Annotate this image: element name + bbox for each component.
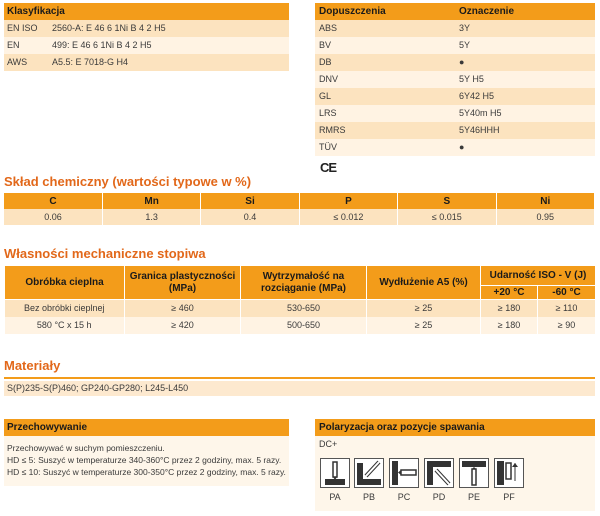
position-pd-icon xyxy=(424,458,454,488)
position-pe-icon xyxy=(459,458,489,488)
body-cell: LRS xyxy=(319,108,337,118)
sklad-title: Skład chemiczny (wartości typowe w %) xyxy=(4,174,252,189)
treatment-header: Obróbka cieplna xyxy=(5,266,125,300)
standard-cell: EN ISO xyxy=(7,23,38,33)
table-row xyxy=(315,139,595,156)
impact-minus60-cell: ≥ 90 xyxy=(538,317,596,334)
impact-plus20-cell: ≥ 180 xyxy=(481,317,538,334)
dopuszczenia-table xyxy=(315,3,595,156)
body-cell: ABS xyxy=(319,23,338,33)
body-cell: TÜV xyxy=(319,142,337,152)
dopuszczenia-header-label: Dopuszczenia xyxy=(319,6,386,17)
klasyfikacja-header: Klasyfikacja xyxy=(4,3,289,20)
table-row xyxy=(315,105,595,122)
position-pf-icon xyxy=(494,458,524,488)
value-cell: 2560-A: E 46 6 1Ni B 4 2 H5 xyxy=(52,23,166,33)
sklad-table xyxy=(4,193,595,225)
position-pc-icon xyxy=(389,458,419,488)
body-cell: BV xyxy=(319,40,332,50)
table-row xyxy=(4,20,289,37)
position-pa-icon xyxy=(320,458,350,488)
position-label: PF xyxy=(503,492,515,502)
body-cell: RMRS xyxy=(319,125,346,135)
yield-cell: ≥ 420 xyxy=(125,317,241,334)
sklad-header-row xyxy=(4,193,595,209)
elongation-cell: ≥ 25 xyxy=(367,317,481,334)
materialy-divider xyxy=(4,377,595,379)
storage-line: HD ≤ 10: Suszyć w temperaturze 300-350°C przez 2 godziny, max. 5 razy. xyxy=(7,467,286,477)
wlasnosci-table xyxy=(4,265,596,334)
elongation-header: Wydłużenie A5 (%) xyxy=(367,266,481,300)
element-header: Ni xyxy=(496,193,594,209)
elongation-cell: ≥ 25 xyxy=(367,300,481,317)
position-label: PB xyxy=(362,492,375,502)
element-value: 0.4 xyxy=(201,209,299,225)
element-value: 0.95 xyxy=(496,209,594,225)
position-label: PE xyxy=(467,492,480,502)
wlasnosci-title: Własności mechaniczne stopiwa xyxy=(4,246,206,261)
mark-cell: ● xyxy=(459,142,465,152)
mark-cell: 5Y xyxy=(459,40,471,50)
tensile-header: Wytrzymałość na rozciąganie (MPa) xyxy=(241,266,367,300)
table-row xyxy=(315,71,595,88)
przechowywanie-body xyxy=(4,436,289,486)
element-value: ≤ 0.015 xyxy=(398,209,496,225)
table-row xyxy=(5,300,596,317)
body-cell: DNV xyxy=(319,74,339,84)
mark-cell: 5Y40m H5 xyxy=(459,108,502,118)
position-label: PC xyxy=(397,492,411,502)
materialy-text: S(P)235-S(P)460; GP240-GP280; L245-L450 xyxy=(4,381,595,396)
position-label: PD xyxy=(432,492,446,502)
tensile-cell: 500-650 xyxy=(241,317,367,334)
position-label: PA xyxy=(329,492,341,502)
table-row xyxy=(4,54,289,71)
przechowywanie-header: Przechowywanie xyxy=(4,419,289,436)
mark-cell: 5Y46HHH xyxy=(459,125,500,135)
position-pb-icon xyxy=(354,458,384,488)
table-row xyxy=(315,20,595,37)
treatment-cell: 580 °C x 15 h xyxy=(5,317,125,334)
element-header: P xyxy=(299,193,397,209)
impact-plus20-cell: ≥ 180 xyxy=(481,300,538,317)
oznaczenie-header-label: Oznaczenie xyxy=(459,6,515,17)
element-header: S xyxy=(398,193,496,209)
sklad-value-row xyxy=(4,209,595,225)
materialy-title: Materiały xyxy=(4,358,61,373)
element-value: ≤ 0.012 xyxy=(299,209,397,225)
mark-cell: 3Y xyxy=(459,23,471,33)
element-value: 0.06 xyxy=(4,209,102,225)
table-row xyxy=(315,88,595,105)
element-value: 1.3 xyxy=(102,209,200,225)
yield-cell: ≥ 460 xyxy=(125,300,241,317)
table-row xyxy=(4,37,289,54)
polaryzacja-header: Polaryzacja oraz pozycje spawania xyxy=(315,419,595,436)
standard-cell: AWS xyxy=(7,57,28,67)
polarity-label: DC+ xyxy=(319,439,338,449)
element-header: Mn xyxy=(102,193,200,209)
mark-cell: 6Y42 H5 xyxy=(459,91,495,101)
impact-header: Udarność ISO - V (J) xyxy=(481,266,596,286)
value-cell: A5.5: E 7018-G H4 xyxy=(52,57,129,67)
storage-line: HD ≤ 5: Suszyć w temperaturze 340-360°C przez 2 godziny, max. 5 razy. xyxy=(7,455,282,465)
impact-minus60-cell: ≥ 110 xyxy=(538,300,596,317)
tensile-cell: 530-650 xyxy=(241,300,367,317)
table-row xyxy=(5,317,596,334)
element-header: Si xyxy=(201,193,299,209)
klasyfikacja-table xyxy=(4,3,289,71)
table-row xyxy=(315,54,595,71)
temp-minus60-header: -60 °C xyxy=(538,286,596,300)
mark-cell: 5Y H5 xyxy=(459,74,484,84)
storage-line: Przechowywać w suchym pomieszczeniu. xyxy=(7,443,165,453)
treatment-cell: Bez obróbki cieplnej xyxy=(5,300,125,317)
ce-mark-icon: CE xyxy=(320,160,337,175)
table-row xyxy=(315,37,595,54)
dopuszczenia-header xyxy=(315,3,595,20)
element-header: C xyxy=(4,193,102,209)
body-cell: GL xyxy=(319,91,332,101)
body-cell: DB xyxy=(319,57,332,67)
mark-cell: ● xyxy=(459,57,465,67)
table-row xyxy=(315,122,595,139)
standard-cell: EN xyxy=(7,40,20,50)
value-cell: 499: E 46 6 1Ni B 4 2 H5 xyxy=(52,40,152,50)
yield-header: Granica plastyczności (MPa) xyxy=(125,266,241,300)
temp-plus20-header: +20 °C xyxy=(481,286,538,300)
wlasnosci-header-row xyxy=(5,266,596,286)
